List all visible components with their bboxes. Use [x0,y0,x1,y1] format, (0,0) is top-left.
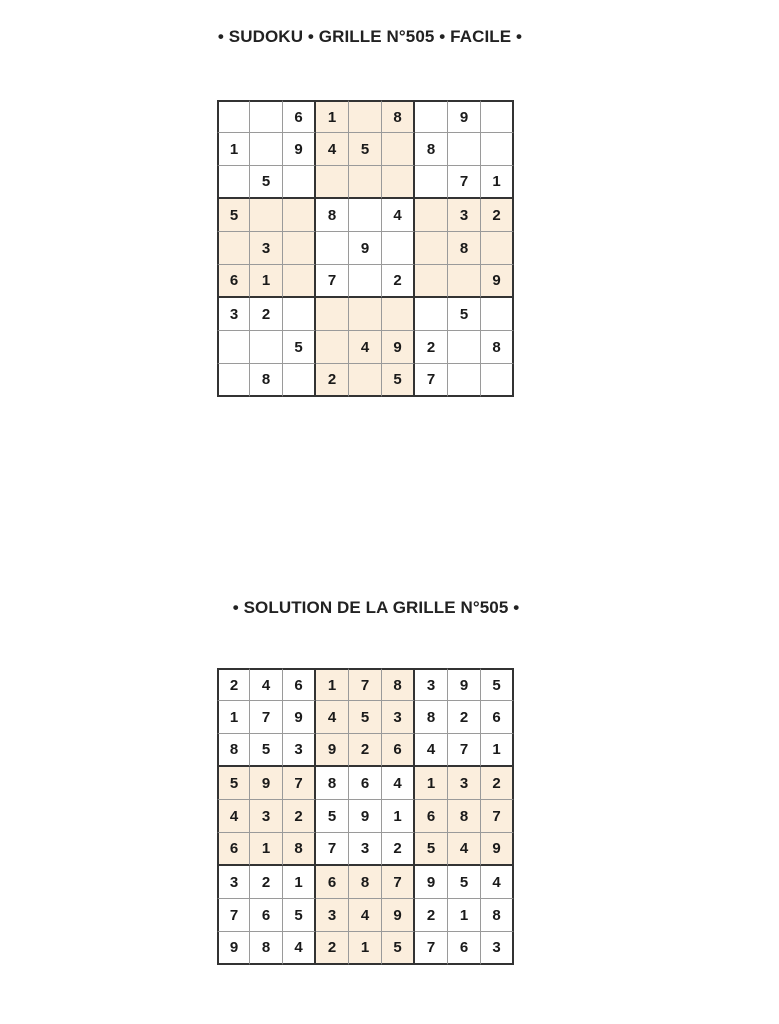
solution-cell-r4-c1: 5 [217,767,250,800]
puzzle-cell-r2-c7: 8 [415,133,448,166]
solution-cell-r3-c7: 4 [415,734,448,767]
puzzle-cell-r4-c2[interactable] [250,199,283,232]
solution-title: • SOLUTION DE LA GRILLE N°505 • [232,598,520,617]
puzzle-cell-r8-c1[interactable] [217,331,250,364]
puzzle-cell-r1-c1[interactable] [217,100,250,133]
solution-cell-r7-c6: 7 [382,866,415,899]
puzzle-cell-r5-c2: 3 [250,232,283,265]
solution-cell-r3-c6: 6 [382,734,415,767]
solution-cell-r6-c4: 7 [316,833,349,866]
puzzle-cell-r3-c6[interactable] [382,166,415,199]
puzzle-cell-r8-c3: 5 [283,331,316,364]
solution-grid [217,668,514,965]
solution-cell-r7-c1: 3 [217,866,250,899]
puzzle-cell-r5-c9[interactable] [481,232,514,265]
solution-cell-r1-c4: 1 [316,668,349,701]
puzzle-title: • SUDOKU • GRILLE N°505 • FACILE • [217,27,523,46]
puzzle-cell-r6-c8[interactable] [448,265,481,298]
solution-cell-r1-c7: 3 [415,668,448,701]
puzzle-cell-r2-c1: 1 [217,133,250,166]
puzzle-cell-r3-c7[interactable] [415,166,448,199]
solution-cell-r6-c8: 4 [448,833,481,866]
solution-cell-r8-c5: 4 [349,899,382,932]
puzzle-cell-r1-c2[interactable] [250,100,283,133]
puzzle-cell-r7-c8: 5 [448,298,481,331]
solution-cell-r2-c2: 7 [250,701,283,734]
solution-cell-r4-c9: 2 [481,767,514,800]
puzzle-cell-r1-c3: 6 [283,100,316,133]
puzzle-cell-r9-c5[interactable] [349,364,382,397]
puzzle-cell-r6-c4: 7 [316,265,349,298]
solution-cell-r3-c1: 8 [217,734,250,767]
puzzle-cell-r6-c3[interactable] [283,265,316,298]
puzzle-cell-r4-c4: 8 [316,199,349,232]
solution-cell-r6-c7: 5 [415,833,448,866]
puzzle-cell-r5-c3[interactable] [283,232,316,265]
puzzle-cell-r7-c7[interactable] [415,298,448,331]
solution-cell-r9-c3: 4 [283,932,316,965]
solution-cell-r2-c4: 4 [316,701,349,734]
solution-cell-r5-c3: 2 [283,800,316,833]
puzzle-grid [217,100,514,397]
solution-cell-r5-c9: 7 [481,800,514,833]
puzzle-cell-r9-c7: 7 [415,364,448,397]
puzzle-cell-r6-c1: 6 [217,265,250,298]
puzzle-cell-r3-c1[interactable] [217,166,250,199]
puzzle-cell-r9-c9[interactable] [481,364,514,397]
puzzle-cell-r9-c2: 8 [250,364,283,397]
solution-cell-r8-c3: 5 [283,899,316,932]
puzzle-cell-r5-c6[interactable] [382,232,415,265]
puzzle-cell-r1-c7[interactable] [415,100,448,133]
puzzle-cell-r7-c4[interactable] [316,298,349,331]
solution-cell-r7-c4: 6 [316,866,349,899]
solution-cell-r2-c8: 2 [448,701,481,734]
puzzle-cell-r4-c6: 4 [382,199,415,232]
solution-cell-r9-c4: 2 [316,932,349,965]
solution-cell-r7-c8: 5 [448,866,481,899]
solution-cell-r1-c2: 4 [250,668,283,701]
puzzle-cell-r4-c9: 2 [481,199,514,232]
puzzle-cell-r1-c6: 8 [382,100,415,133]
puzzle-cell-r1-c9[interactable] [481,100,514,133]
puzzle-cell-r8-c2[interactable] [250,331,283,364]
puzzle-cell-r2-c5: 5 [349,133,382,166]
puzzle-cell-r4-c7[interactable] [415,199,448,232]
solution-cell-r1-c6: 8 [382,668,415,701]
solution-cell-r7-c7: 9 [415,866,448,899]
puzzle-cell-r4-c3[interactable] [283,199,316,232]
solution-cell-r4-c2: 9 [250,767,283,800]
solution-cell-r2-c9: 6 [481,701,514,734]
solution-cell-r3-c4: 9 [316,734,349,767]
puzzle-cell-r6-c2: 1 [250,265,283,298]
solution-cell-r4-c5: 6 [349,767,382,800]
solution-cell-r7-c2: 2 [250,866,283,899]
puzzle-cell-r9-c1[interactable] [217,364,250,397]
puzzle-cell-r5-c5: 9 [349,232,382,265]
puzzle-cell-r6-c7[interactable] [415,265,448,298]
solution-cell-r3-c2: 5 [250,734,283,767]
solution-cell-r1-c3: 6 [283,668,316,701]
solution-cell-r6-c1: 6 [217,833,250,866]
solution-cell-r8-c2: 6 [250,899,283,932]
puzzle-cell-r2-c4: 4 [316,133,349,166]
puzzle-cell-r3-c8: 7 [448,166,481,199]
solution-cell-r9-c2: 8 [250,932,283,965]
puzzle-cell-r8-c9: 8 [481,331,514,364]
puzzle-cell-r8-c4[interactable] [316,331,349,364]
puzzle-cell-r3-c4[interactable] [316,166,349,199]
solution-cell-r8-c6: 9 [382,899,415,932]
solution-cell-r6-c3: 8 [283,833,316,866]
puzzle-cell-r5-c7[interactable] [415,232,448,265]
solution-cell-r2-c5: 5 [349,701,382,734]
solution-cell-r5-c8: 8 [448,800,481,833]
puzzle-cell-r4-c1: 5 [217,199,250,232]
solution-cell-r6-c2: 1 [250,833,283,866]
puzzle-cell-r7-c6[interactable] [382,298,415,331]
solution-cell-r9-c7: 7 [415,932,448,965]
puzzle-cell-r2-c6[interactable] [382,133,415,166]
solution-cell-r1-c5: 7 [349,668,382,701]
solution-cell-r7-c5: 8 [349,866,382,899]
puzzle-cell-r7-c1: 3 [217,298,250,331]
solution-cell-r8-c9: 8 [481,899,514,932]
solution-cell-r9-c6: 5 [382,932,415,965]
puzzle-cell-r2-c9[interactable] [481,133,514,166]
solution-cell-r2-c6: 3 [382,701,415,734]
solution-cell-r6-c9: 9 [481,833,514,866]
solution-cell-r1-c1: 2 [217,668,250,701]
puzzle-cell-r2-c3: 9 [283,133,316,166]
solution-cell-r9-c9: 3 [481,932,514,965]
puzzle-cell-r6-c6: 2 [382,265,415,298]
solution-cell-r7-c9: 4 [481,866,514,899]
solution-cell-r6-c6: 2 [382,833,415,866]
puzzle-cell-r9-c3[interactable] [283,364,316,397]
puzzle-cell-r3-c9: 1 [481,166,514,199]
solution-cell-r3-c5: 2 [349,734,382,767]
puzzle-cell-r4-c5[interactable] [349,199,382,232]
solution-cell-r4-c7: 1 [415,767,448,800]
puzzle-cell-r5-c4[interactable] [316,232,349,265]
solution-cell-r8-c8: 1 [448,899,481,932]
solution-cell-r5-c7: 6 [415,800,448,833]
solution-cell-r3-c9: 1 [481,734,514,767]
solution-cell-r9-c8: 6 [448,932,481,965]
puzzle-cell-r8-c8[interactable] [448,331,481,364]
solution-cell-r5-c6: 1 [382,800,415,833]
solution-cell-r4-c3: 7 [283,767,316,800]
puzzle-cell-r6-c5[interactable] [349,265,382,298]
puzzle-cell-r5-c8: 8 [448,232,481,265]
solution-cell-r2-c1: 1 [217,701,250,734]
solution-cell-r8-c1: 7 [217,899,250,932]
solution-cell-r9-c1: 9 [217,932,250,965]
solution-cell-r3-c3: 3 [283,734,316,767]
puzzle-cell-r7-c9[interactable] [481,298,514,331]
solution-cell-r1-c9: 5 [481,668,514,701]
puzzle-cell-r3-c2: 5 [250,166,283,199]
puzzle-cell-r8-c5: 4 [349,331,382,364]
solution-cell-r4-c4: 8 [316,767,349,800]
solution-cell-r8-c7: 2 [415,899,448,932]
solution-cell-r8-c4: 3 [316,899,349,932]
solution-cell-r9-c5: 1 [349,932,382,965]
puzzle-cell-r3-c3[interactable] [283,166,316,199]
puzzle-cell-r4-c8: 3 [448,199,481,232]
solution-cell-r4-c6: 4 [382,767,415,800]
puzzle-cell-r9-c4: 2 [316,364,349,397]
solution-cell-r4-c8: 3 [448,767,481,800]
puzzle-cell-r6-c9: 9 [481,265,514,298]
solution-cell-r6-c5: 3 [349,833,382,866]
solution-cell-r5-c2: 3 [250,800,283,833]
puzzle-cell-r2-c8[interactable] [448,133,481,166]
solution-cell-r3-c8: 7 [448,734,481,767]
puzzle-cell-r8-c7: 2 [415,331,448,364]
solution-cell-r7-c3: 1 [283,866,316,899]
solution-cell-r5-c1: 4 [217,800,250,833]
solution-cell-r5-c4: 5 [316,800,349,833]
solution-cell-r2-c7: 8 [415,701,448,734]
puzzle-cell-r7-c5[interactable] [349,298,382,331]
solution-cell-r2-c3: 9 [283,701,316,734]
puzzle-cell-r3-c5[interactable] [349,166,382,199]
puzzle-cell-r1-c8: 9 [448,100,481,133]
puzzle-cell-r9-c8[interactable] [448,364,481,397]
puzzle-cell-r7-c2: 2 [250,298,283,331]
puzzle-cell-r1-c5[interactable] [349,100,382,133]
solution-cell-r5-c5: 9 [349,800,382,833]
puzzle-cell-r8-c6: 9 [382,331,415,364]
puzzle-cell-r1-c4: 1 [316,100,349,133]
puzzle-cell-r2-c2[interactable] [250,133,283,166]
puzzle-cell-r9-c6: 5 [382,364,415,397]
puzzle-cell-r7-c3[interactable] [283,298,316,331]
solution-cell-r1-c8: 9 [448,668,481,701]
puzzle-cell-r5-c1[interactable] [217,232,250,265]
